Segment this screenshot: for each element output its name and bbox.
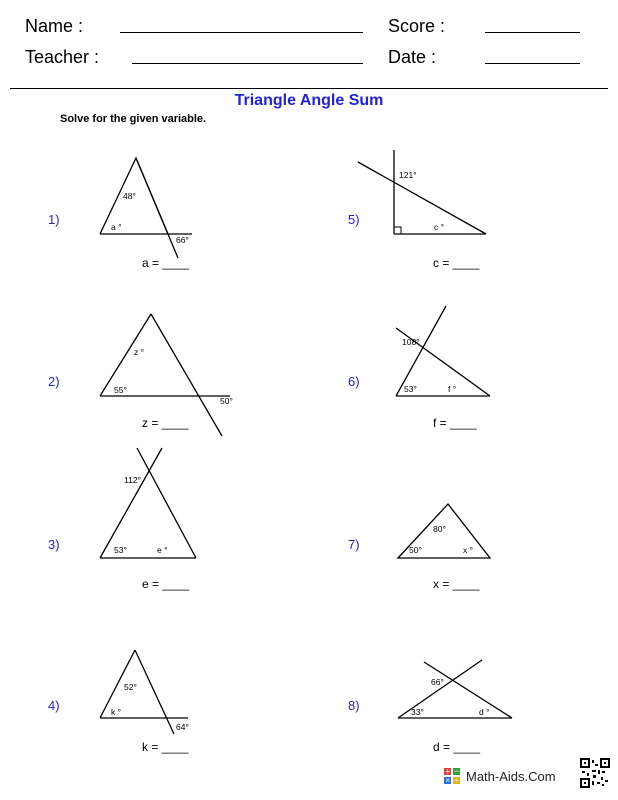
instructions: Solve for the given variable. — [60, 113, 207, 125]
problem-1 — [0, 150, 300, 315]
problem-number: 6) — [348, 374, 360, 389]
triangle-figure — [0, 470, 300, 635]
problem-3 — [0, 470, 300, 635]
angle-label-right: d ° — [479, 707, 490, 717]
header-divider — [10, 88, 608, 89]
problem-number: 8) — [348, 698, 360, 713]
math-aids-logo-icon — [444, 768, 460, 784]
angle-label-left: 53° — [404, 384, 417, 394]
problem-number: 7) — [348, 537, 360, 552]
answer-blank[interactable]: k = ____ — [142, 740, 189, 754]
triangle-figure — [300, 310, 600, 475]
problem-4 — [0, 630, 300, 795]
answer-blank[interactable]: f = ____ — [433, 416, 477, 430]
answer-blank[interactable]: a = ____ — [142, 256, 190, 270]
angle-label-top: z ° — [134, 347, 145, 357]
triangle-figure — [0, 150, 300, 315]
problem-6 — [300, 310, 600, 475]
problem-2 — [0, 310, 300, 475]
footer-site[interactable]: Math-Aids.Com — [466, 769, 556, 784]
angle-label-left: a ° — [111, 222, 122, 232]
problem-number: 4) — [48, 698, 60, 713]
name-field[interactable] — [120, 32, 363, 33]
qr-code-icon — [580, 758, 610, 788]
angle-label-left: 33° — [411, 707, 424, 717]
angle-label-right: x ° — [463, 545, 474, 555]
name-label: Name : — [25, 16, 84, 36]
answer-blank[interactable]: c = ____ — [433, 256, 480, 270]
angle-label-exterior: 108° — [402, 337, 420, 347]
triangle-figure — [300, 470, 600, 635]
angle-label-exterior: 66° — [176, 235, 189, 245]
angle-label-right: e ° — [157, 545, 168, 555]
triangle-figure — [0, 310, 300, 475]
triangle-figure — [0, 630, 300, 795]
problem-number: 3) — [48, 537, 60, 552]
angle-label-exterior: 112° — [124, 475, 141, 485]
angle-label-right: f ° — [448, 384, 457, 394]
answer-blank[interactable]: z = ____ — [142, 416, 189, 430]
svg-text:+: + — [445, 768, 451, 776]
svg-text:×: × — [445, 775, 451, 784]
answer-blank[interactable]: x = ____ — [433, 577, 480, 591]
angle-label-left: 53° — [114, 545, 127, 555]
score-field[interactable] — [485, 32, 580, 33]
problem-number: 1) — [48, 212, 60, 227]
page-title: Triangle Angle Sum — [234, 92, 384, 109]
angle-label-exterior: 66° — [431, 677, 444, 687]
svg-text:−: − — [454, 768, 460, 776]
problem-number: 2) — [48, 374, 60, 389]
angle-label-exterior: 50° — [220, 396, 233, 406]
score-label: Score : — [388, 16, 446, 36]
angle-label-exterior: 121° — [399, 170, 417, 180]
teacher-label: Teacher : — [25, 47, 100, 67]
date-label: Date : — [388, 47, 437, 67]
angle-label-left: 55° — [114, 385, 127, 395]
angle-label-right: c ° — [434, 222, 445, 232]
problem-5 — [300, 150, 600, 315]
problem-number: 5) — [348, 212, 360, 227]
angle-label-top: 80° — [433, 524, 446, 534]
angle-label-top: 52° — [124, 682, 137, 692]
answer-blank[interactable]: d = ____ — [433, 740, 481, 754]
problem-7 — [300, 470, 600, 635]
teacher-field[interactable] — [132, 63, 363, 64]
svg-text:÷: ÷ — [454, 775, 459, 784]
angle-label-exterior: 64° — [176, 722, 189, 732]
answer-blank[interactable]: e = ____ — [142, 577, 190, 591]
triangle-figure — [300, 150, 600, 315]
date-field[interactable] — [485, 63, 580, 64]
angle-label-top: 48° — [123, 191, 136, 201]
angle-label-left: k ° — [111, 707, 122, 717]
angle-label-left: 50° — [409, 545, 422, 555]
